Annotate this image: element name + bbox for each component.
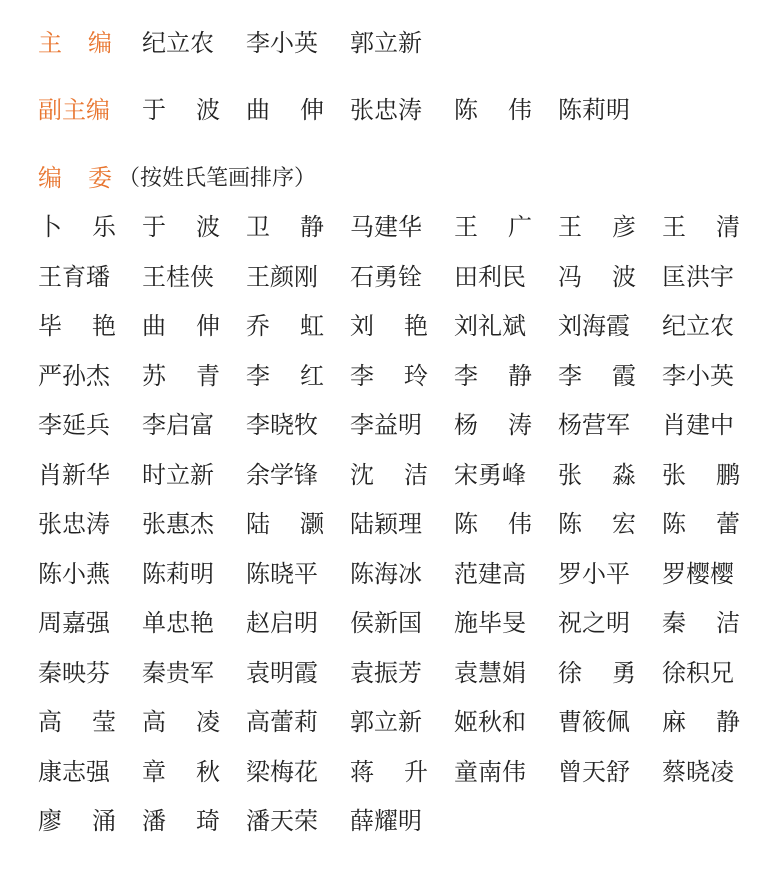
committee-member-name: 蒋升 — [350, 757, 458, 786]
committee-member-name: 周嘉强 — [38, 609, 110, 637]
committee-member-name: 李红 — [246, 361, 354, 390]
committee-member-name: 曲伸 — [142, 312, 250, 340]
committee-member-name: 王桂侠 — [142, 262, 214, 291]
committee-member-name: 袁明霞 — [246, 658, 318, 687]
committee-member-name: 田利民 — [454, 262, 526, 291]
committee-member-name: 赵启明 — [246, 609, 318, 637]
committee-member-name: 陆颖理 — [350, 510, 422, 538]
committee-member-name: 潘天荣 — [246, 807, 318, 835]
committee-member-name: 曾天舒 — [558, 757, 630, 786]
committee-member-name: 冯波 — [558, 262, 666, 291]
deputy-editor-name: 于波 — [142, 96, 250, 124]
committee-member-name: 王广 — [454, 213, 562, 241]
committee-member-name: 张淼 — [558, 460, 666, 489]
committee-member-name: 廖涌 — [38, 807, 146, 835]
deputy-editor-name: 陈伟 — [454, 96, 562, 124]
editor-name: 郭立新 — [350, 29, 422, 57]
deputy-editors-label: 副主编 — [38, 96, 110, 124]
editor-name: 李小英 — [246, 29, 318, 57]
committee-member-name: 秦映芬 — [38, 658, 110, 687]
committee-member-name: 高凌 — [142, 708, 250, 736]
committee-member-name: 陆灏 — [246, 510, 354, 538]
committee-member-name: 卜乐 — [38, 213, 146, 241]
committee-member-name: 毕艳 — [38, 312, 146, 340]
committee-member-name: 郭立新 — [350, 708, 422, 736]
committee-member-name: 陈小燕 — [38, 559, 110, 588]
committee-member-name: 王育璠 — [38, 262, 110, 291]
committee-member-name: 李玲 — [350, 361, 458, 390]
committee-member-name: 梁梅花 — [246, 757, 318, 786]
committee-member-name: 童南伟 — [454, 757, 526, 786]
committee-member-name: 罗小平 — [558, 559, 630, 588]
committee-member-name: 纪立农 — [662, 312, 734, 340]
committee-member-name: 石勇铨 — [350, 262, 422, 291]
committee-member-name: 李延兵 — [38, 411, 110, 439]
deputy-editor-name: 陈莉明 — [558, 96, 630, 124]
committee-member-name: 刘礼斌 — [454, 312, 526, 340]
committee-member-name: 杨营军 — [558, 411, 630, 439]
committee-member-name: 潘琦 — [142, 807, 250, 835]
committee-member-name: 袁慧娟 — [454, 658, 526, 687]
committee-member-name: 薛耀明 — [350, 807, 422, 835]
committee-member-name: 章秋 — [142, 757, 250, 786]
committee-member-name: 姬秋和 — [454, 708, 526, 736]
deputy-editor-name: 张忠涛 — [350, 96, 422, 124]
committee-member-name: 陈宏 — [558, 510, 666, 538]
committee-member-name: 严孙杰 — [38, 361, 110, 390]
committee-member-name: 单忠艳 — [142, 609, 214, 637]
committee-member-name: 刘海霞 — [558, 312, 630, 340]
committee-member-name: 匡洪宇 — [662, 262, 734, 291]
committee-member-name: 张惠杰 — [142, 510, 214, 538]
committee-member-name: 杨涛 — [454, 411, 562, 439]
deputy-editor-name: 曲伸 — [246, 96, 354, 124]
committee-member-name: 陈晓平 — [246, 559, 318, 588]
committee-member-name: 高蕾莉 — [246, 708, 318, 736]
committee-member-name: 李霞 — [558, 361, 666, 390]
committee-member-name: 陈蕾 — [662, 510, 770, 538]
committee-member-name: 乔虹 — [246, 312, 354, 340]
committee-member-name: 王颜刚 — [246, 262, 318, 291]
committee-member-name: 徐勇 — [558, 658, 666, 687]
committee-member-name: 马建华 — [350, 213, 422, 241]
committee-label: 编委 — [38, 164, 138, 192]
committee-member-name: 麻静 — [662, 708, 770, 736]
committee-member-name: 李小英 — [662, 361, 734, 390]
committee-member-name: 陈海冰 — [350, 559, 422, 588]
committee-member-name: 袁振芳 — [350, 658, 422, 687]
committee-member-name: 王彦 — [558, 213, 666, 241]
committee-member-name: 陈莉明 — [142, 559, 214, 588]
committee-member-name: 苏青 — [142, 361, 250, 390]
committee-member-name: 蔡晓凌 — [662, 757, 734, 786]
committee-member-name: 张忠涛 — [38, 510, 110, 538]
committee-member-name: 时立新 — [142, 460, 214, 489]
editors-label: 主编 — [38, 29, 138, 57]
committee-member-name: 卫静 — [246, 213, 354, 241]
committee-member-name: 罗樱樱 — [662, 559, 734, 588]
committee-member-name: 李启富 — [142, 411, 214, 439]
committee-member-name: 曹筱佩 — [558, 708, 630, 736]
committee-member-name: 沈洁 — [350, 460, 458, 489]
committee-member-name: 于波 — [142, 213, 250, 241]
committee-member-name: 李益明 — [350, 411, 422, 439]
committee-member-name: 张鹏 — [662, 460, 770, 489]
committee-member-name: 范建高 — [454, 559, 526, 588]
committee-member-name: 秦贵军 — [142, 658, 214, 687]
committee-member-name: 祝之明 — [558, 609, 630, 637]
committee-member-name: 施毕旻 — [454, 609, 526, 637]
committee-member-name: 秦洁 — [662, 609, 770, 637]
committee-member-name: 王清 — [662, 213, 770, 241]
committee-member-name: 余学锋 — [246, 460, 318, 489]
committee-member-name: 侯新国 — [350, 609, 422, 637]
committee-member-name: 康志强 — [38, 757, 110, 786]
committee-member-name: 李晓牧 — [246, 411, 318, 439]
committee-member-name: 陈伟 — [454, 510, 562, 538]
committee-member-name: 肖建中 — [662, 411, 734, 439]
committee-member-name: 高莹 — [38, 708, 146, 736]
editor-name: 纪立农 — [142, 29, 214, 57]
committee-member-name: 徐积兄 — [662, 658, 734, 687]
committee-member-name: 宋勇峰 — [454, 460, 526, 489]
committee-member-name: 李静 — [454, 361, 562, 390]
committee-member-name: 肖新华 — [38, 460, 110, 489]
committee-sort-note: （按姓氏笔画排序） — [118, 166, 317, 191]
committee-member-name: 刘艳 — [350, 312, 458, 340]
